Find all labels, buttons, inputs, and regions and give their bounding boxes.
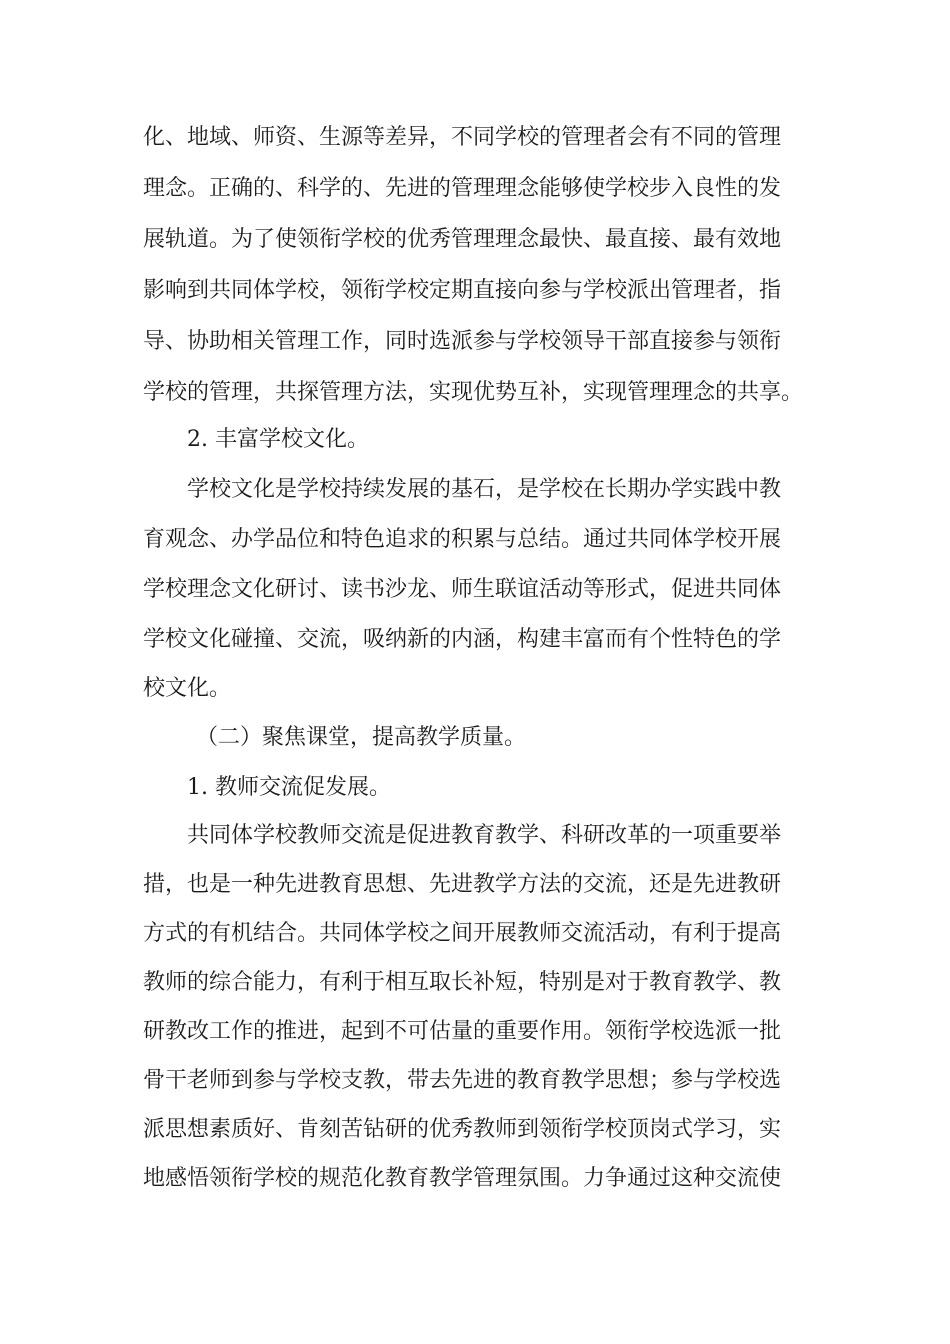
body-text-line: 共同体学校教师交流是促进教育教学、科研改革的一项重要举 xyxy=(187,823,782,848)
body-text-line: 研教改工作的推进，起到不可估量的重要作用。领衔学校选派一批 xyxy=(143,1019,782,1044)
body-text-line: 学校文化碰撞、交流，吸纳新的内涵，构建丰富而有个性特色的学 xyxy=(143,627,782,652)
body-text-line: 学校的管理，共探管理方法，实现优势互补，实现管理理念的共享。 xyxy=(143,380,804,405)
body-text-line: 导、协助相关管理工作，同时选派参与学校领导干部直接参与领衔 xyxy=(143,329,782,354)
section-heading: 2. 丰富学校文化。 xyxy=(187,427,369,452)
body-text-line: 校文化。 xyxy=(143,676,232,701)
body-text-line: 骨干老师到参与学校支教，带去先进的教育教学思想；参与学校选 xyxy=(143,1068,782,1093)
body-text-line: 化、地域、师资、生源等差异，不同学校的管理者会有不同的管理 xyxy=(143,125,782,150)
body-text-line: 学校文化是学校持续发展的基石，是学校在长期办学实践中教 xyxy=(187,477,782,502)
body-text-line: 地感悟领衔学校的规范化教育教学管理氛围。力争通过这种交流使 xyxy=(143,1166,782,1191)
body-text-line: 理念。正确的、科学的、先进的管理理念能够使学校步入良性的发 xyxy=(143,176,782,201)
section-heading: 1. 教师交流促发展。 xyxy=(187,775,391,800)
section-heading: （二）聚焦课堂，提高教学质量。 xyxy=(196,725,527,750)
body-text-line: 学校理念文化研讨、读书沙龙、师生联谊活动等形式，促进共同体 xyxy=(143,577,782,602)
body-text-line: 派思想素质好、肯刻苦钻研的优秀教师到领衔学校顶岗式学习，实 xyxy=(143,1117,782,1142)
body-text-line: 育观念、办学品位和特色追求的积累与总结。通过共同体学校开展 xyxy=(143,527,782,552)
body-text-line: 教师的综合能力，有利于相互取长补短，特别是对于教育教学、教 xyxy=(143,970,782,995)
body-text-line: 影响到共同体学校，领衔学校定期直接向参与学校派出管理者，指 xyxy=(143,278,782,303)
body-text-line: 方式的有机结合。共同体学校之间开展教师交流活动，有利于提高 xyxy=(143,921,782,946)
body-text-line: 措，也是一种先进教育思想、先进教学方法的交流，还是先进教研 xyxy=(143,872,782,897)
body-text-line: 展轨道。为了使领衔学校的优秀管理理念最快、最直接、最有效地 xyxy=(143,227,782,252)
